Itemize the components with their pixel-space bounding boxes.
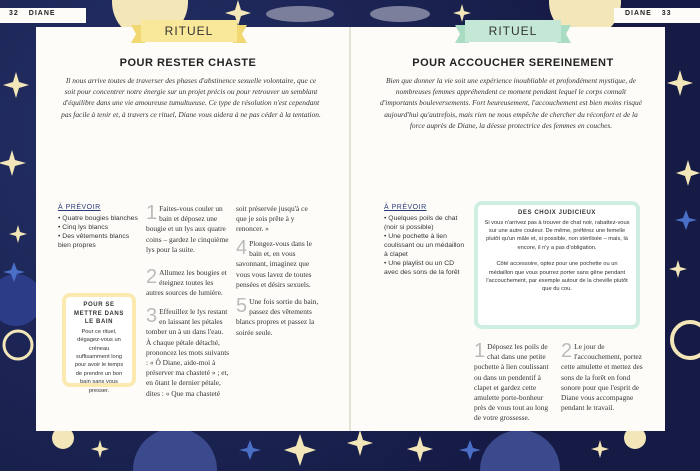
prevoir-item: • Cinq lys blancs	[58, 224, 108, 231]
left-running-header	[9, 10, 56, 17]
prevoir-item: • Quelques poils de chat (noir si possible)	[384, 215, 458, 231]
prevoir-item: • Une pochette à lien coulissant ou un médaillon à clapet	[384, 233, 465, 258]
step-item	[146, 268, 230, 299]
right-ribbon-banner	[465, 20, 561, 42]
running-title: DIANE	[625, 10, 652, 17]
step-item	[146, 307, 230, 399]
step-text: Allumez les bougies et éteignez toutes les autres sources de lumière.	[146, 268, 227, 298]
star-icon	[239, 440, 261, 460]
step-text: soit préservée jusqu'à ce que je sois prête à y renoncer. »	[236, 204, 308, 234]
step-continuation	[236, 204, 320, 235]
step-item	[236, 297, 320, 338]
star-icon	[9, 225, 27, 243]
prevoir-item: • Une playlist ou un CD avec des sons de la forêt	[384, 260, 460, 276]
step-number: 3	[146, 305, 158, 327]
prevoir-item: • Des vêtements blancs bien propres	[58, 233, 130, 249]
left-title: POUR RESTER CHASTE	[119, 57, 257, 69]
star-icon	[667, 70, 693, 96]
star-icon	[347, 430, 373, 456]
prevoir-heading: À PRÉVOIR	[384, 204, 427, 211]
step-number: 1	[474, 340, 486, 362]
page-number: 33	[661, 10, 672, 17]
left-prevoir	[58, 203, 138, 250]
planet-icon	[480, 430, 560, 471]
running-title: DIANE	[28, 10, 56, 17]
step-item	[236, 239, 320, 290]
step-number: 1	[146, 202, 158, 224]
tip-box-text: Pour ce rituel, dégagez-vous un créneau suffisamment long pour avoir le temps de prendre un bon bain sans vous presser.	[74, 328, 124, 394]
tip-box-title: POUR SE METTRE DANS LE BAIN	[74, 302, 124, 326]
star-icon	[459, 440, 481, 460]
star-icon	[407, 436, 433, 462]
step-text: Faites-vous couler un bain et déposez une bougie et un lys aux quatre coins – gardez le cinquième lys pour la suite.	[146, 204, 229, 254]
left-ribbon-banner	[141, 20, 237, 42]
ribbon-label: RITUEL	[164, 24, 214, 38]
step-number: 5	[236, 295, 248, 317]
step-item	[474, 342, 556, 424]
step-text: Déposez les poils de chat dans une petite pochette à lien coulissant ou dans un pendentif à clapet et gardez cette amulette porte-bonheur près de vous tout au long de votre grossesse.	[474, 342, 549, 423]
star-icon	[3, 72, 29, 98]
star-icon	[591, 440, 609, 458]
tip-box-title: DES CHOIX JUDICIEUX	[517, 210, 597, 216]
tip-box-text: Si vous n'arrivez pas à trouver de chat noir, rabattez-vous sur une autre couleur. De même, préférez une femelle plutôt qu'un mâle et, si possible, non stérilisée – mais, là encore, il n'y a pas d'obligation.	[484, 219, 630, 251]
page-number: 32	[9, 10, 19, 17]
prevoir-heading: À PRÉVOIR	[58, 204, 101, 211]
step-text: Une fois sortie du bain, passez des vêtements blancs propres et passez la soirée seule.	[236, 297, 319, 337]
right-tip-box	[474, 201, 640, 329]
prevoir-item: • Quatre bougies blanches	[58, 215, 138, 222]
crescent-icon	[4, 331, 32, 359]
star-icon	[669, 260, 687, 278]
star-icon	[0, 150, 26, 176]
step-text: Plongez-vous dans le bain et, en vous savonnant, imaginez que vous vous lavez de toutes pensées et désirs sexuels.	[236, 239, 312, 289]
step-text: Effeuillez le lys restant en laissant les pétales tomber un à un dans l'eau. À chaque pétale détaché, prononcez les mots suivants : « Ô Diane, aide-moi à préserver ma chasteté » ; et, en ôtant le dernier pétale, dites : « Que ma chasteté	[146, 307, 230, 398]
right-prevoir	[384, 203, 466, 277]
planet-icon	[133, 428, 217, 471]
step-text: Le jour de l'accouchement, portez cette amulette et mettez des sons de la forêt en fond sonore pour que l'esprit de Diane vous accompagne pendant le travail.	[561, 342, 643, 413]
left-intro: Il nous arrive toutes de traverser des phases d'abstinence sexuelle volontaire, que ce soit pour concentrer notre énergie sur un projet précis ou pour retrouver un semblant d'équilibre dans une vie amoureuse tumultueuse. Ce type de résolution n'est cependant pas facile à tenir et, à travers ce rituel, Diane vous aidera à ne pas céder à la tentation.	[61, 76, 321, 119]
star-icon	[284, 434, 316, 466]
ribbon-label: RITUEL	[488, 24, 538, 38]
step-item	[561, 342, 645, 413]
right-intro: Bien que donner la vie soit une expérience inoubliable et profondément mystique, de nombreuses femmes appréhendent ce moment pendant lequel le corps connaît d'importants bouleversements. Fort heureusement, l'accouchement est bien moins risqué aujourd'hui qu'autrefois, mais rien ne nous empêche de chercher du réconfort et de la force auprès de Diane, la déesse protectrice des femmes en couches.	[380, 76, 642, 130]
crescent-icon	[672, 322, 700, 358]
book-spine	[349, 27, 351, 431]
step-item	[146, 204, 230, 255]
step-number: 2	[561, 340, 573, 362]
star-icon	[675, 210, 697, 230]
left-tip-box	[62, 293, 136, 394]
star-icon	[91, 440, 109, 458]
step-number: 4	[236, 237, 248, 259]
cloud-icon	[370, 6, 430, 22]
cloud-icon	[266, 6, 334, 22]
tip-box-text: Côté accessoire, optez pour une pochette ou un médaillon que vous pourrez porter sans gêne pendant l'accouchement, par exemple autour de la cheville plutôt que du cou.	[486, 261, 628, 293]
right-running-header	[625, 10, 672, 17]
right-title: POUR ACCOUCHER SEREINEMENT	[412, 57, 614, 69]
step-number: 2	[146, 266, 158, 288]
star-icon	[676, 160, 700, 186]
